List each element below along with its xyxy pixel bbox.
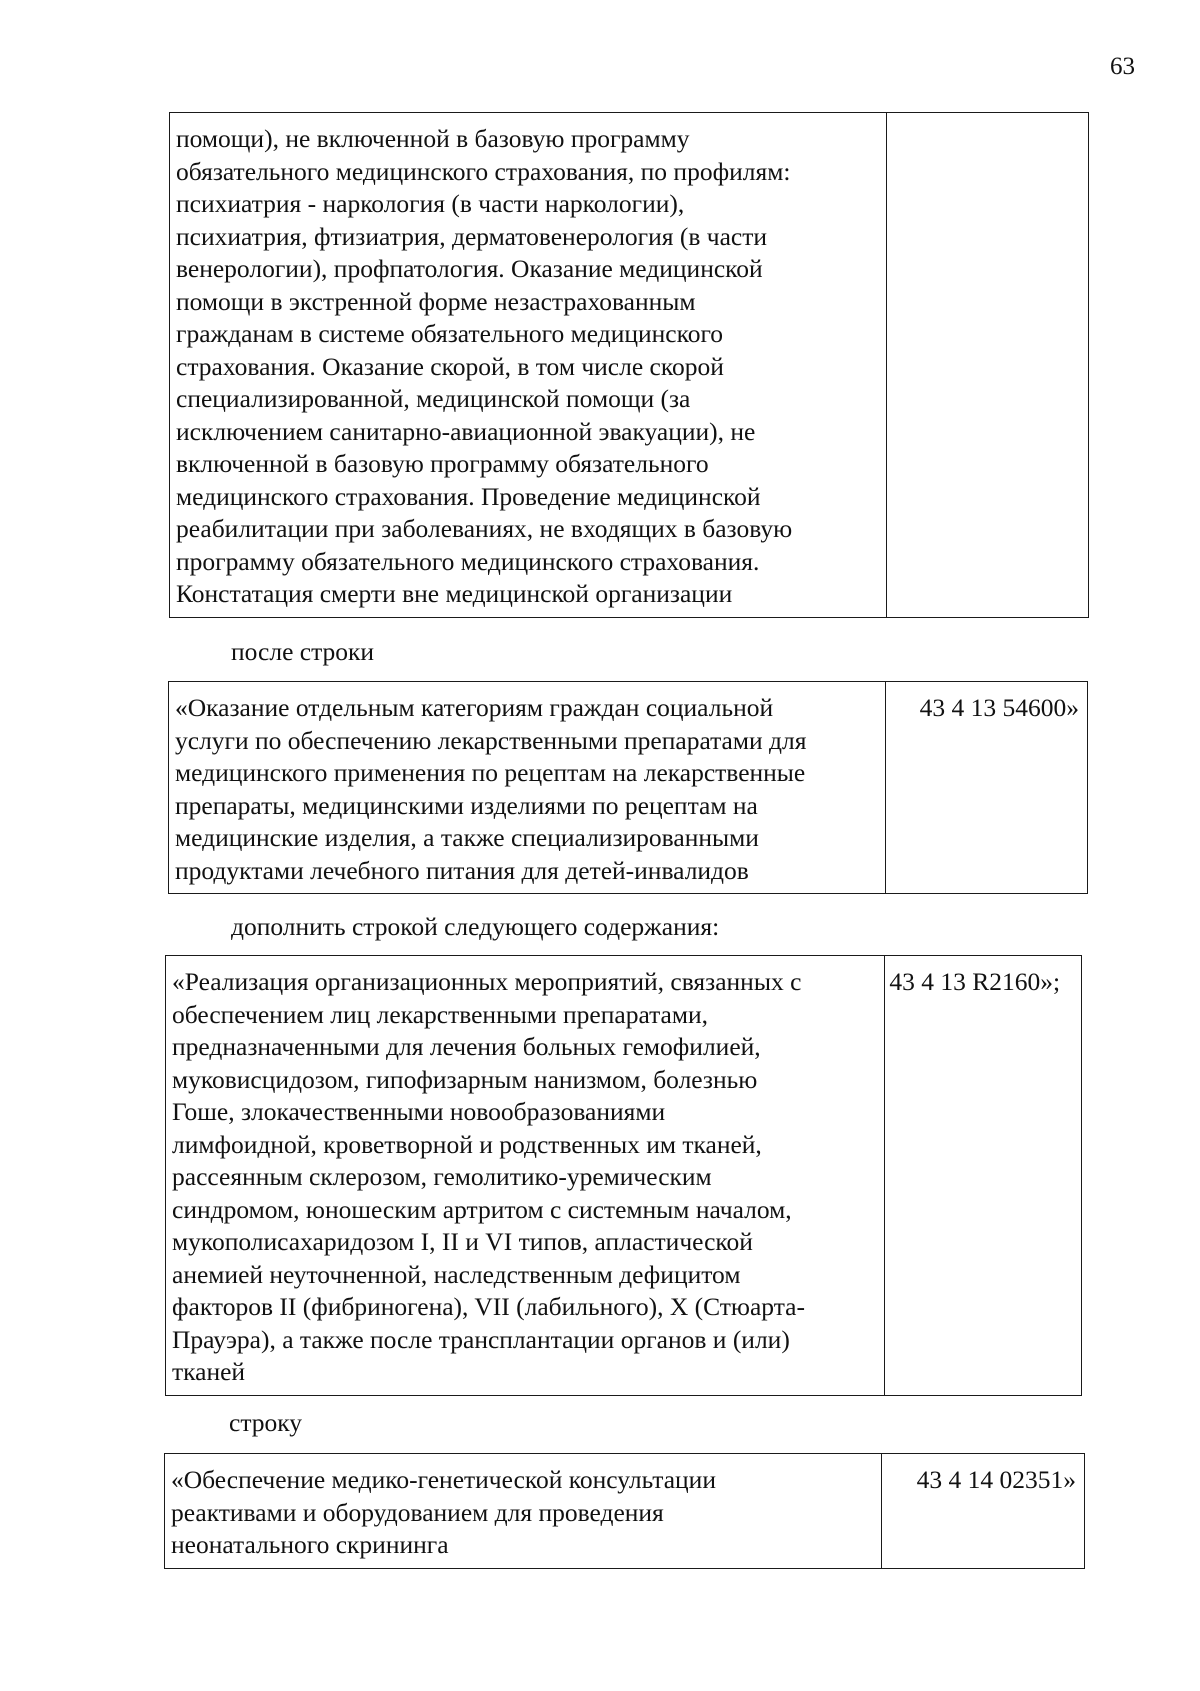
row-description: «Обеспечение медико-генетической консультации реактивами и оборудованием для проведения неонатального скрининга [165, 1454, 882, 1569]
row-code: 43 4 14 02351» [882, 1454, 1085, 1569]
table-reference-row [168, 681, 1088, 894]
table-continuation [169, 112, 1089, 618]
table-row [170, 113, 1089, 618]
row-code: 43 4 13 R2160»; [885, 956, 1082, 1396]
row-description: «Оказание отдельным категориям граждан социальной услуги по обеспечению лекарственными препаратами для медицинского применения по рецептам на лекарственные препараты, медицинскими изделиями по рецептам на медицинские изделия, а также специализированными продуктами лечебного питания для детей-инвалидов [169, 682, 886, 894]
connector-after-row: после строки [231, 637, 375, 666]
row-description: «Реализация организационных мероприятий, связанных с обеспечением лиц лекарственными препаратами, предназначенными для лечения больных гемофилией, муковисцидозом, гипофизарным нанизмом, болезнью Гоше, злокачественными новообразованиями лимфоидной, кроветворной и родственных им тканей, рассеянным склерозом, гемолитико-уремическим синдромом, юношеским артритом с системным началом, мукополисахаридозом I, II и VI типов, апластической анемией неуточненной, наследственным дефицитом факторов II (фибриногена), VII (лабильного), X (Стюарта- Прауэра), а также после трансплантации органов и (или) тканей [166, 956, 885, 1396]
page-number: 63 [1110, 53, 1135, 80]
table-row [165, 1454, 1085, 1569]
connector-row: строку [229, 1408, 303, 1437]
row-description: помощи), не включенной в базовую программу обязательного медицинского страхования, по профилям: психиатрия - наркология (в части наркологии), психиатрия, фтизиатрия, дерматовенерология (в части венерологии), профпатология. Оказание медицинской помощи в экстренной форме незастрахованным гражданам в системе обязательного медицинского страхования. Оказание скорой, в том числе скорой специализированной, медицинской помощи (за исключением санитарно-авиационной эвакуации), не включенной в базовую программу обязательного медицинского страхования. Проведение медицинской реабилитации при заболеваниях, не входящих в базовую программу обязательного медицинского страхования. Констатация смерти вне медицинской организации [170, 113, 887, 618]
row-code [887, 113, 1089, 618]
table-target-row [164, 1453, 1085, 1569]
table-new-row [165, 955, 1082, 1396]
table-row [169, 682, 1088, 894]
connector-add-row: дополнить строкой следующего содержания: [231, 912, 720, 941]
table-row [166, 956, 1082, 1396]
row-code: 43 4 13 54600» [886, 682, 1088, 894]
